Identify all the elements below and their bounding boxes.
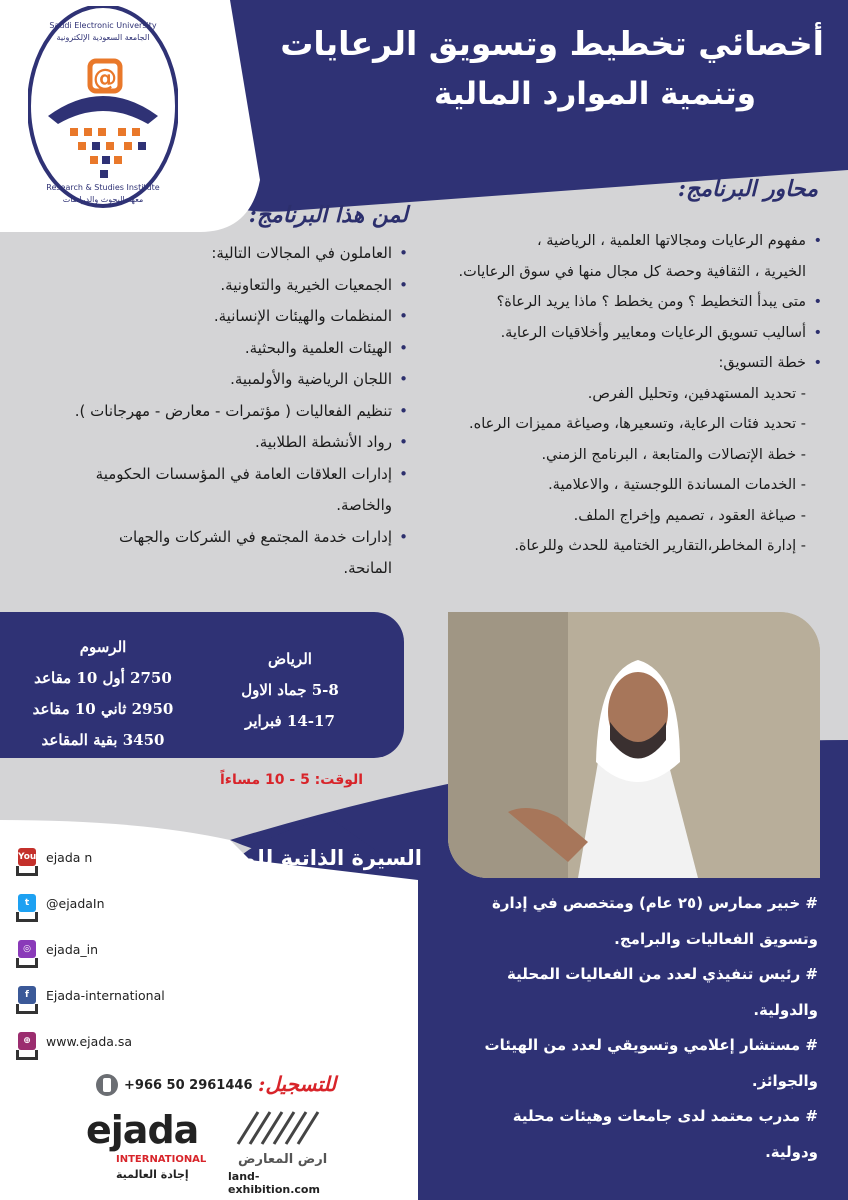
- audience-item: • الهيئات العلمية والبحثية.: [18, 333, 408, 365]
- audience-item: • الجمعيات الخيرية والتعاونية.: [18, 270, 408, 302]
- cv-heading: السيرة الذاتية للمدرب:: [189, 846, 422, 870]
- trainer-name: د / هانى العوفى: [214, 892, 368, 919]
- audience-item: • المنظمات والهيئات الإنسانية.: [18, 301, 408, 333]
- social-link-row[interactable]: [14, 982, 214, 1022]
- fees-heading: الرسوم: [79, 638, 127, 656]
- social-link-text[interactable]: Ejada-international: [46, 988, 165, 1003]
- social-link-text[interactable]: ejada n: [46, 850, 93, 865]
- program-axis-item: • أساليب تسويق الرعايات ومعايير وأخلاقيات الرعاية.: [412, 318, 822, 349]
- program-axis-item: - الخدمات المساندة اللوجستية ، والاعلامية.: [548, 477, 806, 493]
- land-arabic: ارض المعارض: [238, 1152, 328, 1167]
- audience-item: • إدارات العلاقات العامة في المؤسسات الحكومية: [18, 459, 408, 491]
- cv-line: ودولية.: [765, 1142, 818, 1161]
- time-text: الوقت: 5 - 10 مساءاً: [220, 772, 364, 788]
- logo-text-en: Saudi Electronic University: [49, 21, 157, 30]
- audience-item: المانحة.: [343, 559, 392, 577]
- registration-label: للتسجيل:: [258, 1072, 337, 1096]
- audience-item: • العاملون في المجالات التالية:: [18, 238, 408, 270]
- ejada-wordmark: ejada: [86, 1108, 199, 1152]
- audience-item: • اللجان الرياضية والأولمبية.: [18, 364, 408, 396]
- university-logo: [28, 6, 178, 208]
- cv-line: # خبير ممارس (٢٥ عام) ومتخصص في إدارة: [492, 894, 818, 912]
- logo-text-ar: الجامعة السعودية الإلكترونية: [56, 33, 150, 42]
- cv-line: # مستشار إعلامي وتسويقي لعدد من الهيئات: [484, 1036, 818, 1054]
- twitter-icon: t: [18, 894, 36, 912]
- youtube-icon: You: [18, 848, 36, 866]
- program-axes-list: [412, 226, 822, 562]
- social-link-row[interactable]: [14, 890, 214, 930]
- registration-phone[interactable]: +966 50 2961446: [124, 1078, 253, 1093]
- program-axis-item: - تحديد المستهدفين، وتحليل الفرص.: [587, 385, 806, 402]
- program-axis-item: • مفهوم الرعايات ومجالاتها العلمية ، الرياضية ،: [412, 226, 822, 257]
- audience-heading: لمن هذا البرنامج:: [248, 202, 408, 228]
- phone-icon: [96, 1074, 118, 1096]
- cv-line: # مدرب معتمد لدى جامعات وهيئات محلية: [512, 1107, 818, 1125]
- instagram-icon: ◎: [18, 940, 36, 958]
- fee-line-3: 3450 بقية المقاعد: [41, 731, 165, 749]
- cv-line: وتسويق الفعاليات والبرامج.: [614, 929, 818, 948]
- audience-item: • إدارات خدمة المجتمع في الشركات والجهات: [18, 522, 408, 554]
- trainer-photo: [448, 612, 820, 878]
- land-exhibition-logo: [228, 1108, 348, 1196]
- venue-city: الرياض: [268, 650, 312, 668]
- cv-line: والجوائز.: [751, 1071, 818, 1090]
- trainer-cv: [428, 886, 818, 1170]
- social-link-row[interactable]: [14, 936, 214, 976]
- program-axis-item: - إدارة المخاطر،التقارير الختامية للحدث وللرعاة.: [514, 538, 806, 554]
- program-axis-item: - خطة الإتصالات والمتابعة ، البرنامج الزمني.: [541, 446, 806, 463]
- social-link-row[interactable]: [14, 1028, 214, 1068]
- icon-stand: [16, 912, 38, 922]
- audience-item: • رواد الأنشطة الطلابية.: [18, 427, 408, 459]
- fees-box: [8, 632, 198, 756]
- audience-item: والخاصة.: [336, 496, 392, 514]
- logo-sub-en: Research & Studies Institute: [46, 183, 160, 192]
- program-axis-item: - صياغة العقود ، تصميم وإخراج الملف.: [573, 507, 806, 524]
- icon-stand: [16, 958, 38, 968]
- cv-line: # رئيس تنفيذي لعدد من الفعاليات المحلية: [507, 965, 818, 983]
- icon-stand: [16, 866, 38, 876]
- facebook-icon: f: [18, 986, 36, 1004]
- globe-icon: ⊕: [18, 1032, 36, 1050]
- fee-line-1: 2750 أول 10 مقاعد: [34, 669, 172, 687]
- social-link-text[interactable]: @ejadaIn: [46, 896, 105, 911]
- audience-item: • تنظيم الفعاليات ( مؤتمرات - معارض - مهرجانات ).: [18, 396, 408, 428]
- title-line-1: أخصائي تخطيط وتسويق الرعايات: [280, 24, 824, 63]
- cv-line: والدولية.: [753, 1000, 818, 1019]
- program-axes-heading: محاور البرنامج:: [677, 176, 818, 202]
- land-url[interactable]: land-exhibition.com: [228, 1170, 320, 1196]
- icon-stand: [16, 1050, 38, 1060]
- program-axis-item: • خطة التسويق:: [412, 348, 822, 379]
- program-axis-item: • متى يبدأ التخطيط ؟ ومن يخطط ؟ ماذا يريد الرعاة؟: [412, 287, 822, 318]
- svg-text:@: @: [93, 64, 117, 92]
- ejada-international: INTERNATIONAL: [116, 1154, 207, 1165]
- fee-line-2: 2950 ثاني 10 مقاعد: [32, 700, 174, 718]
- audience-list: [18, 238, 408, 585]
- social-link-row[interactable]: [14, 844, 214, 884]
- venue-hijri-date: 5-8 جماد الاول: [241, 681, 339, 699]
- ejada-arabic: إجادة العالمية: [116, 1168, 189, 1181]
- venue-gregorian-date: 14-17 فبراير: [245, 712, 335, 730]
- info-panel: [0, 612, 404, 758]
- icon-stand: [16, 1004, 38, 1014]
- program-axis-item: - تحديد فئات الرعاية، وتسعيرها، وصياغة مميزات الرعاه.: [468, 416, 806, 432]
- social-link-text[interactable]: www.ejada.sa: [46, 1034, 133, 1049]
- social-link-text[interactable]: ejada_in: [46, 942, 99, 957]
- logo-sub-ar: معهد البحوث والدراسات: [62, 195, 144, 204]
- venue-box: [220, 644, 360, 737]
- title-line-2: وتنمية الموارد المالية: [433, 76, 756, 112]
- program-axis-item: الخيرية ، الثقافية وحصة كل مجال منها في سوق الرعايات.: [458, 263, 806, 280]
- ejada-logo: [86, 1108, 216, 1188]
